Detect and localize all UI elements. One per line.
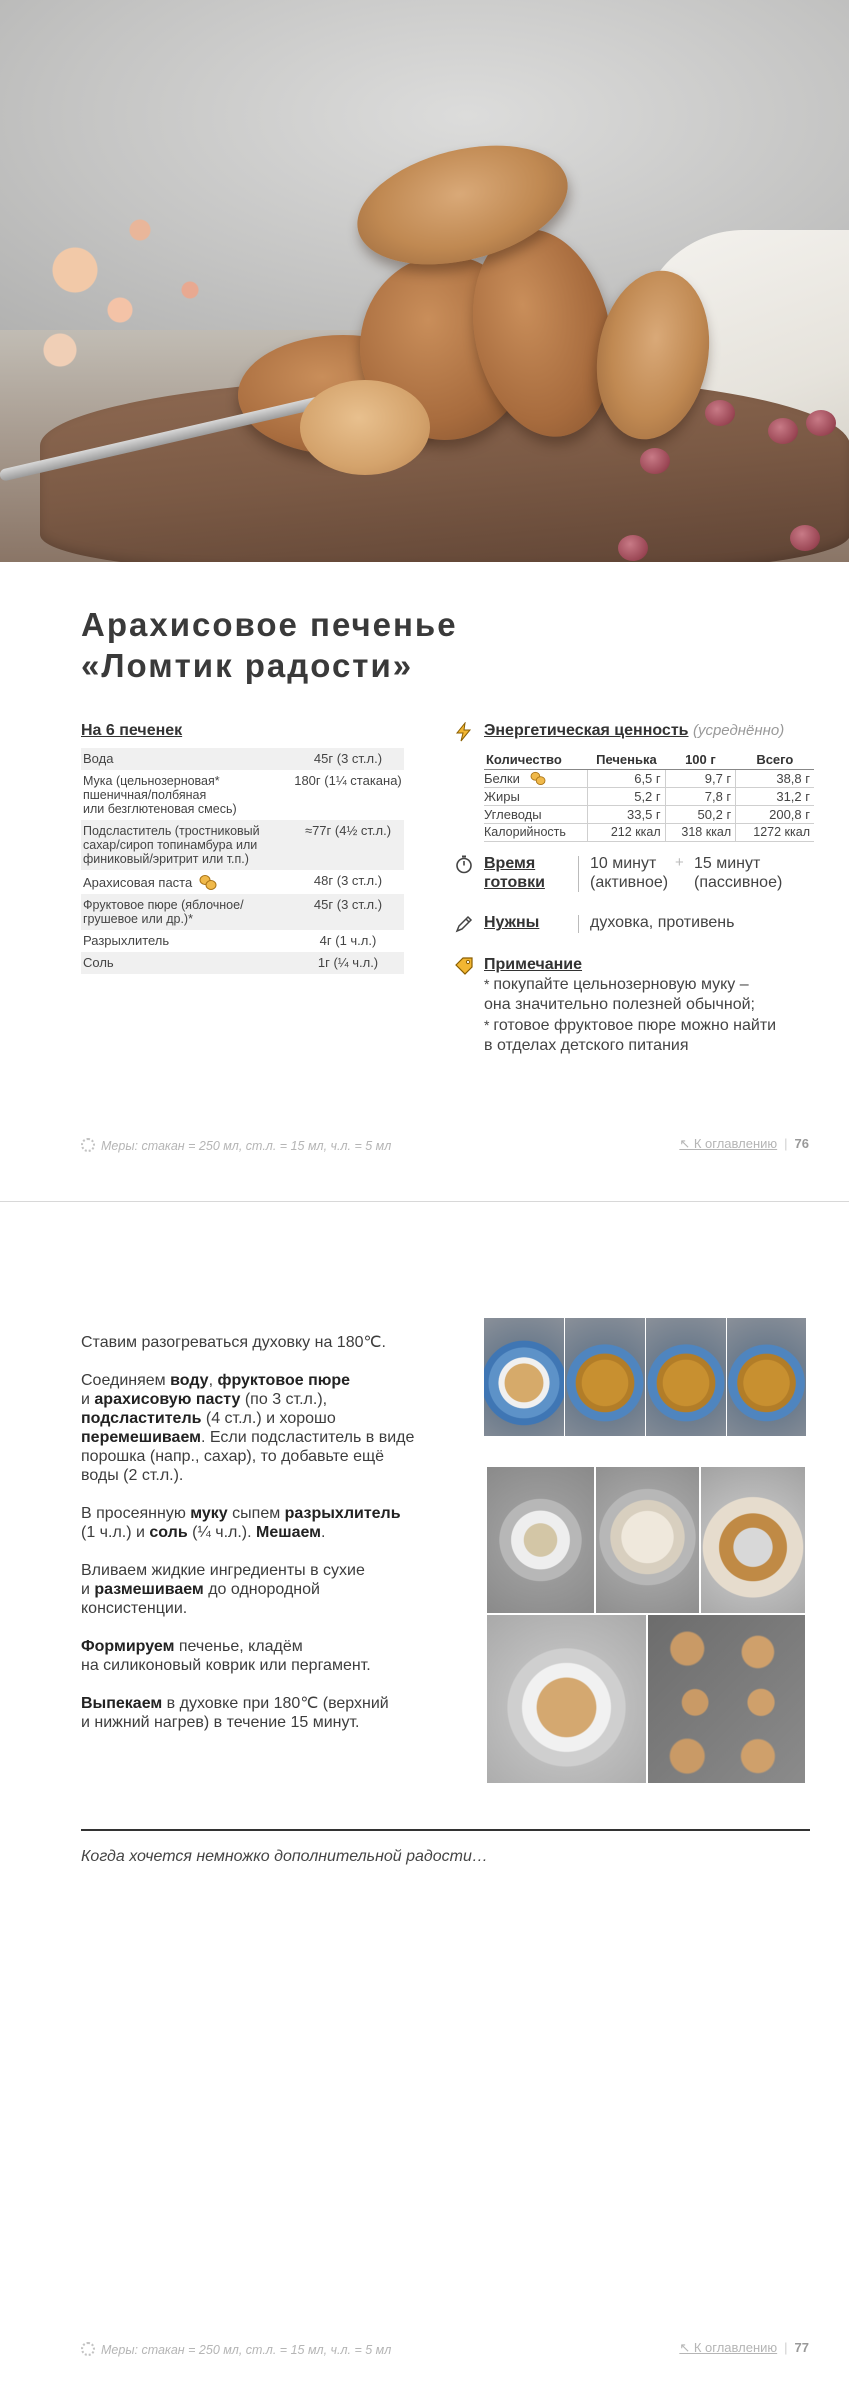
ingredient-row xyxy=(81,930,404,952)
energy-cell: 1272 ккал xyxy=(736,824,814,842)
step-text: (4 ст.л.) и хорошо xyxy=(205,1410,336,1427)
photo-berry xyxy=(768,418,798,444)
needs-heading: Нужны xyxy=(484,914,540,931)
hero-photo xyxy=(0,0,849,562)
step-photo xyxy=(701,1467,805,1613)
step-photo xyxy=(596,1467,699,1613)
step-photo xyxy=(646,1318,726,1436)
toc-link[interactable]: ↖ К оглавлению xyxy=(679,1136,778,1151)
energy-note: (усреднённо) xyxy=(692,722,785,739)
ingredient-name: Подсластитель (тростниковый сахар/сироп топинамбура или финиковый/эритрит или т.п.) xyxy=(81,820,292,870)
stopwatch-icon xyxy=(454,854,474,874)
energy-header-row xyxy=(484,750,814,770)
step-text: . xyxy=(321,1524,326,1541)
energy-cell: 38,8 г xyxy=(736,770,814,788)
ingredient-row xyxy=(81,820,404,870)
note-item-text: готовое фруктовое пюре можно найти в отделах детского питания xyxy=(484,1017,777,1054)
instruction-step xyxy=(81,1637,453,1675)
recipe-title xyxy=(81,604,458,686)
passive-time-value: 15 минут xyxy=(694,855,761,872)
energy-row xyxy=(484,770,814,788)
step-text: и xyxy=(81,1391,90,1408)
note-item: * покупайте цельнозерновую муку – она значительно полезней обычной; xyxy=(484,976,755,1013)
energy-cell: 33,5 г xyxy=(588,806,666,824)
ingredient-qty: ≈77г (4½ ст.л.) xyxy=(292,820,404,870)
separator xyxy=(578,856,579,892)
photo-berry xyxy=(640,448,670,474)
instruction-step xyxy=(81,1694,453,1732)
energy-cell: 200,8 г xyxy=(736,806,814,824)
photo-berry xyxy=(618,535,648,561)
ingredient-qty: 1г (¼ ч.л.) xyxy=(292,952,404,974)
needs-value: духовка, противень xyxy=(590,914,735,931)
energy-cell: 7,8 г xyxy=(665,788,736,806)
tag-icon xyxy=(454,956,474,976)
separator xyxy=(578,915,579,933)
step-photo xyxy=(487,1467,594,1613)
step-text: , xyxy=(208,1372,218,1389)
energy-section xyxy=(454,722,814,842)
ingredient-name-cell xyxy=(81,870,292,894)
step-text: Ставим разогреваться духовку на 180℃. xyxy=(81,1334,386,1351)
ingredient-qty: 48г (3 ст.л.) xyxy=(313,873,383,888)
page-divider xyxy=(0,1201,849,1202)
energy-cell: 318 ккал xyxy=(665,824,736,842)
toc-nav xyxy=(679,2340,809,2356)
gear-icon xyxy=(81,2342,95,2356)
recipe-title-line2: «Ломтик радости» xyxy=(81,647,414,684)
step-photo xyxy=(565,1318,645,1436)
ingredient-name: Разрыхлитель xyxy=(83,933,170,948)
energy-col-header: Печенька xyxy=(588,750,666,770)
step-text: до однородной консистенции. xyxy=(81,1581,320,1617)
lightning-icon xyxy=(454,722,474,742)
step-photo xyxy=(648,1615,805,1783)
energy-heading: Энергетическая ценность xyxy=(484,722,689,739)
ingredient-qty: 45г (3 ст.л.) xyxy=(292,894,404,930)
energy-cell: 31,2 г xyxy=(736,788,814,806)
step-photo xyxy=(484,1318,564,1436)
energy-row xyxy=(484,806,814,824)
step-photo xyxy=(727,1318,806,1436)
step-text: Соединяем xyxy=(81,1372,171,1389)
ingredient-row xyxy=(81,748,404,770)
step-text: (¼ ч.л.). xyxy=(187,1524,257,1541)
separator: | xyxy=(784,1136,788,1151)
energy-col-header: Количество xyxy=(484,750,588,770)
ingredient-name: Мука (цельнозерновая* пшеничная/полбяная или безглютеновая смесь) xyxy=(83,774,237,816)
step-keyword: Мешаем xyxy=(256,1524,321,1541)
energy-table xyxy=(484,750,814,842)
toc-nav xyxy=(679,1136,809,1152)
ingredient-name: Вода xyxy=(81,748,292,770)
time-heading-line1: Время xyxy=(484,855,536,872)
ingredients-table xyxy=(81,748,404,974)
ingredient-row xyxy=(81,770,404,820)
info-column xyxy=(454,722,814,1054)
recipe-title-line1: Арахисовое печенье xyxy=(81,606,458,643)
note-item-text: покупайте цельнозерновую муку – она значительно полезней обычной; xyxy=(484,976,755,1013)
step-text: . Если подсластитель в виде порошка (напр., сахар), то добавьте ещё воды (2 ст.л.). xyxy=(81,1429,415,1484)
ingredient-qty: 4г (1 ч.л.) xyxy=(319,933,377,948)
measures-footer xyxy=(81,2342,391,2357)
energy-col-header: Всего xyxy=(736,750,814,770)
plus-sign: + xyxy=(675,854,684,871)
step-keyword: перемешиваем xyxy=(81,1429,201,1446)
energy-col-header: 100 г xyxy=(665,750,736,770)
measures-text: Меры: стакан = 250 мл, ст.л. = 15 мл, ч.л. = 5 мл xyxy=(101,2343,392,2357)
energy-cell: 6,5 г xyxy=(588,770,666,788)
page-number: 76 xyxy=(794,1136,809,1151)
peanut-icon xyxy=(199,874,217,890)
photo-berry xyxy=(790,525,820,551)
photo-berry xyxy=(705,400,735,426)
separator: | xyxy=(784,2340,788,2355)
measures-text: Меры: стакан = 250 мл, ст.л. = 15 мл, ч.л. = 5 мл xyxy=(101,1139,392,1153)
step-text: (по 3 ст.л.), xyxy=(244,1391,328,1408)
energy-label: Белки xyxy=(484,771,520,786)
step-text: В просеянную xyxy=(81,1505,191,1522)
step-keyword: размешиваем xyxy=(94,1581,204,1598)
energy-label-cell xyxy=(484,770,588,788)
step-photo xyxy=(487,1615,646,1783)
passive-time xyxy=(694,854,782,892)
quote-rule xyxy=(81,1829,810,1831)
step-text: в духовке при 180℃ (верхний и нижний нагрев) в течение 15 минут. xyxy=(81,1695,389,1731)
active-time-label: (активное) xyxy=(590,874,669,891)
ingredients-heading: На 6 печенек xyxy=(81,722,183,739)
toc-link[interactable]: ↖ К оглавлению xyxy=(679,2340,778,2355)
instruction-step xyxy=(81,1561,453,1618)
measures-footer xyxy=(81,1138,391,1153)
ingredient-qty: 45г (3 ст.л.) xyxy=(292,748,404,770)
note-heading: Примечание xyxy=(484,956,583,973)
ingredient-name: Соль xyxy=(81,952,292,974)
step-keyword: Формируем xyxy=(81,1638,175,1655)
pencil-icon xyxy=(454,914,474,934)
ingredients-section xyxy=(81,722,404,974)
active-time xyxy=(590,854,668,892)
energy-row xyxy=(484,824,814,842)
closing-quote: Когда хочется немножко дополнительной радости… xyxy=(81,1848,488,1865)
step-keyword: разрыхлитель xyxy=(284,1505,401,1522)
step-keyword: воду xyxy=(170,1372,209,1389)
energy-cell: 212 ккал xyxy=(588,824,666,842)
ingredient-name: Арахисовая паста xyxy=(83,875,193,890)
instruction-step xyxy=(81,1504,453,1542)
page-number: 77 xyxy=(794,2340,809,2355)
instruction-step xyxy=(81,1333,453,1352)
step-text: печенье, кладём на силиконовый коврик или пергамент. xyxy=(81,1638,371,1674)
energy-label: Жиры xyxy=(484,788,588,806)
energy-cell: 50,2 г xyxy=(665,806,736,824)
time-heading-line2: готовки xyxy=(484,874,545,891)
energy-cell: 9,7 г xyxy=(665,770,736,788)
energy-row xyxy=(484,788,814,806)
step-keyword: арахисовую пасту xyxy=(94,1391,241,1408)
ingredient-qty: 180г (1¼ стакана) xyxy=(294,773,402,788)
step-keyword: фруктовое пюре xyxy=(217,1372,351,1389)
ingredient-row xyxy=(81,870,404,894)
peanut-icon xyxy=(530,771,546,785)
passive-time-label: (пассивное) xyxy=(694,874,783,891)
ingredient-row xyxy=(81,952,404,974)
step-text: (1 ч.л.) и xyxy=(81,1524,145,1541)
cooking-time-section xyxy=(454,854,814,892)
instructions xyxy=(81,1333,453,1751)
step-keyword: соль xyxy=(149,1524,188,1541)
ingredient-name: Фруктовое пюре (яблочное/ грушевое или др.)* xyxy=(81,894,292,930)
energy-cell: 5,2 г xyxy=(588,788,666,806)
ingredient-row xyxy=(81,894,404,930)
equipment-section xyxy=(454,914,814,932)
instruction-step xyxy=(81,1371,453,1485)
energy-label: Углеводы xyxy=(484,806,588,824)
note-item: * готовое фруктовое пюре можно найти в отделах детского питания xyxy=(484,1017,777,1054)
gear-icon xyxy=(81,1138,95,1152)
photo-peanut-butter xyxy=(300,380,430,475)
step-keyword: подсластитель xyxy=(81,1410,202,1427)
step-text: сыпем xyxy=(227,1505,285,1522)
step-keyword: Выпекаем xyxy=(81,1695,163,1712)
step-keyword: муку xyxy=(190,1505,228,1522)
note-section xyxy=(454,956,814,1056)
energy-label: Калорийность xyxy=(484,824,588,842)
step-text: Вливаем жидкие ингредиенты в сухие и xyxy=(81,1562,365,1598)
active-time-value: 10 минут xyxy=(590,855,657,872)
photo-berry xyxy=(806,410,836,436)
